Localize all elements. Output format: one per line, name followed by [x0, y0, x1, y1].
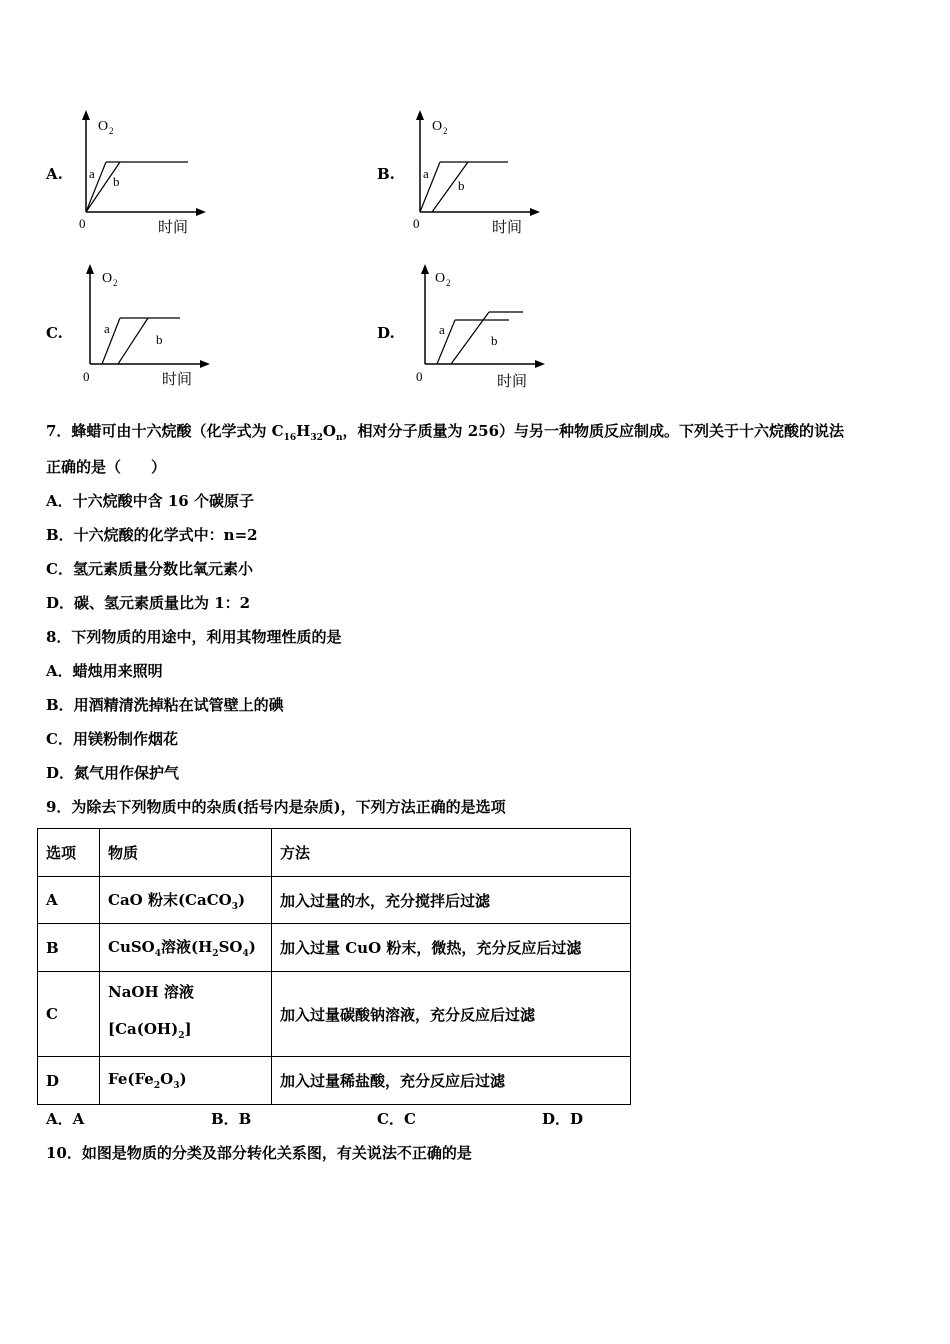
graph-a-xaxis: 时间	[158, 218, 189, 236]
table-row	[38, 1057, 631, 1105]
graph-d-label: D.	[377, 324, 395, 342]
q7-stem-line2: 正确的是（ ）	[46, 458, 167, 476]
graph-a-curve-b: b	[113, 174, 120, 189]
row-c-option: C	[38, 972, 100, 1057]
graph-c-origin: 0	[83, 369, 90, 384]
graph-d-ysub: 2	[446, 278, 451, 288]
q9-answer-a: A．A	[46, 1110, 85, 1128]
graph-b-ysub: 2	[443, 126, 448, 136]
q9-answer-c: C．C	[377, 1110, 416, 1128]
row-a-option: A	[38, 877, 100, 924]
graph-a-label: A.	[46, 165, 63, 183]
q8-option-b: B．用酒精清洗掉粘在试管壁上的碘	[46, 696, 284, 714]
table-row	[38, 877, 631, 924]
graph-c-ysub: 2	[113, 278, 118, 288]
q8-option-c: C．用镁粉制作烟花	[46, 730, 178, 748]
graph-b-xaxis: 时间	[492, 218, 523, 236]
graph-d	[413, 262, 563, 390]
graph-c	[78, 262, 228, 390]
q9-table	[37, 828, 631, 1105]
graph-c-xaxis: 时间	[162, 370, 193, 388]
row-a-substance: CaO 粉末(CaCO$_3$)	[100, 877, 272, 924]
row-c-method: 加入过量碳酸钠溶液，充分反应后过滤	[272, 972, 631, 1057]
graph-d-origin: 0	[416, 369, 423, 384]
table-row	[38, 924, 631, 972]
q8-option-a: A．蜡烛用来照明	[46, 662, 163, 680]
row-a-method: 加入过量的水，充分搅拌后过滤	[272, 877, 631, 924]
graph-d-curve-b: b	[491, 333, 498, 348]
row-c-substance: NaOH 溶液 $[Ca(OH)_2]$	[100, 972, 272, 1057]
header-substance: 物质	[100, 829, 272, 877]
q8-option-d: D．氮气用作保护气	[46, 764, 180, 782]
graph-a	[74, 108, 224, 236]
q7-option-b: B．十六烷酸的化学式中：n=2	[46, 526, 258, 544]
graph-b	[408, 108, 558, 236]
graph-b-curve-a: a	[423, 166, 429, 181]
graph-c-label: C.	[46, 324, 63, 342]
graph-b-yaxis: O	[432, 119, 443, 134]
graph-b-curve-b: b	[458, 178, 465, 193]
graph-a-origin: 0	[79, 216, 86, 231]
q9-answer-d: D．D	[542, 1110, 584, 1128]
table-header-row	[38, 829, 631, 877]
graph-c-yaxis: O	[102, 271, 113, 286]
graph-d-xaxis: 时间	[497, 372, 528, 390]
graph-b-origin: 0	[413, 216, 420, 231]
graph-a-yaxis: O	[98, 119, 109, 134]
header-option: 选项	[38, 829, 100, 877]
q7-option-a: A．十六烷酸中含 16 个碳原子	[46, 492, 254, 510]
graph-d-yaxis: O	[435, 271, 446, 286]
q9-stem: 9．为除去下列物质中的杂质(括号内是杂质)，下列方法正确的是选项	[46, 798, 506, 816]
row-d-substance: $Fe(Fe_2O_3)$	[100, 1057, 272, 1105]
row-d-method: 加入过量稀盐酸，充分反应后过滤	[272, 1057, 631, 1105]
graph-d-curve-a: a	[439, 322, 445, 337]
graph-b-label: B.	[377, 165, 395, 183]
q7-option-c: C．氢元素质量分数比氧元素小	[46, 560, 253, 578]
graph-a-curve-a: a	[89, 166, 95, 181]
q7-option-d: D．碳、氢元素质量比为 1：2	[46, 594, 251, 612]
graph-a-ysub: 2	[109, 126, 114, 136]
row-b-substance: CuSO$_4$溶液$(H_2SO_4)$	[100, 924, 272, 972]
row-b-method: 加入过量 CuO 粉末，微热，充分反应后过滤	[272, 924, 631, 972]
q9-answer-b: B．B	[211, 1110, 252, 1128]
q7-stem: 7．蜂蜡可由十六烷酸（化学式为 $C_{16}H_{32}O_n$，相对分子质量为 256）与另一种物质反应制成。下列关于十六烷酸的说法	[46, 422, 845, 443]
header-method: 方法	[272, 829, 631, 877]
row-b-option: B	[38, 924, 100, 972]
table-row	[38, 972, 631, 1057]
q10-stem: 10．如图是物质的分类及部分转化关系图，有关说法不正确的是	[46, 1144, 472, 1162]
graph-c-curve-a: a	[104, 321, 110, 336]
row-d-option: D	[38, 1057, 100, 1105]
q8-stem: 8．下列物质的用途中，利用其物理性质的是	[46, 628, 342, 646]
graph-c-curve-b: b	[156, 332, 163, 347]
